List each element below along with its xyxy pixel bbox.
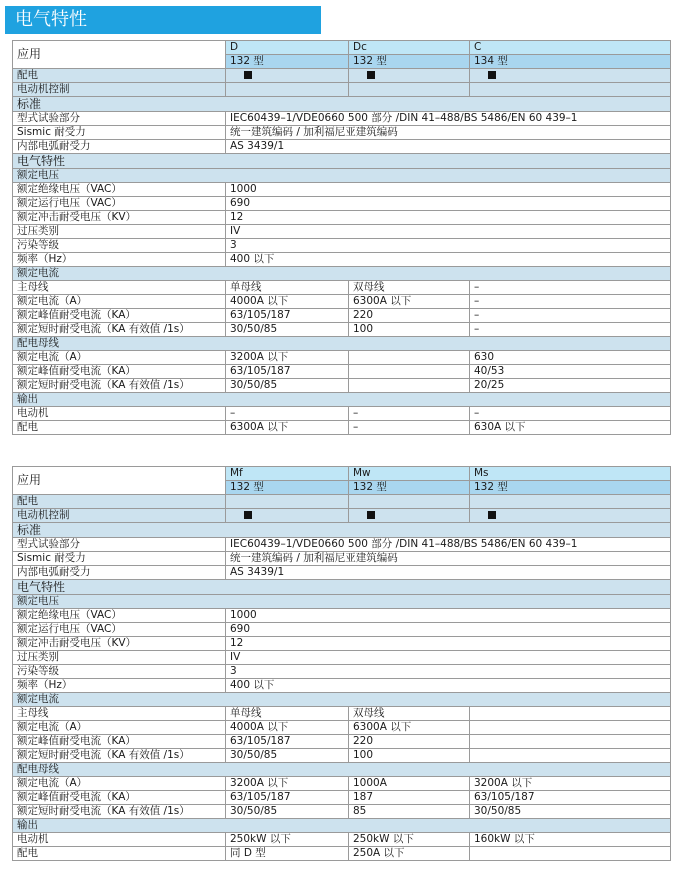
cell: 630A 以下 (470, 421, 671, 435)
row-label: 额定短时耐受电流（KA 有效值 /1s） (13, 749, 226, 763)
cell: 100 (349, 323, 470, 337)
model-type: 132 型 (470, 481, 671, 495)
cell: – (470, 295, 671, 309)
application-label: 应用 (13, 467, 226, 495)
model-name: D (226, 41, 349, 55)
cell: 100 (349, 749, 470, 763)
cell: 63/105/187 (226, 309, 349, 323)
cell: 单母线 (226, 707, 349, 721)
row-label: 额定电流（A） (13, 721, 226, 735)
model-name: Mf (226, 467, 349, 481)
row-value: 690 (226, 197, 671, 211)
row-label: 污染等级 (13, 665, 226, 679)
subsection-heading: 额定电压 (13, 169, 671, 183)
cell: 20/25 (470, 379, 671, 393)
cell: 160kW 以下 (470, 833, 671, 847)
mark-cell (470, 495, 671, 509)
filled-square-icon (367, 511, 375, 519)
cell (349, 365, 470, 379)
row-label: 频率（Hz） (13, 679, 226, 693)
row-label: 额定冲击耐受电压（KV） (13, 211, 226, 225)
mark-cell (470, 509, 671, 523)
row-label: 过压类别 (13, 225, 226, 239)
cell: 85 (349, 805, 470, 819)
row-value: 3 (226, 239, 671, 253)
cell: – (349, 407, 470, 421)
row-label: 额定峰值耐受电流（KA） (13, 365, 226, 379)
row-label: Sismic 耐受力 (13, 552, 226, 566)
model-name: C (470, 41, 671, 55)
row-value: 12 (226, 211, 671, 225)
cell (470, 847, 671, 861)
row-value: 400 以下 (226, 679, 671, 693)
subsection-heading: 配电母线 (13, 337, 671, 351)
cell: – (470, 407, 671, 421)
row-label: Sismic 耐受力 (13, 126, 226, 140)
model-type: 132 型 (226, 55, 349, 69)
cell: – (470, 323, 671, 337)
cell: 6300A 以下 (226, 421, 349, 435)
cell: 63/105/187 (226, 735, 349, 749)
row-label: 型式试验部分 (13, 538, 226, 552)
row-label: 内部电弧耐受力 (13, 140, 226, 154)
row-label: 频率（Hz） (13, 253, 226, 267)
cell: 3200A 以下 (226, 777, 349, 791)
row-value: AS 3439/1 (226, 140, 671, 154)
subsection-heading: 输出 (13, 819, 671, 833)
cell: 63/105/187 (470, 791, 671, 805)
mark-cell (349, 83, 470, 97)
cell: 6300A 以下 (349, 295, 470, 309)
row-label: 额定短时耐受电流（KA 有效值 /1s） (13, 379, 226, 393)
model-name: Ms (470, 467, 671, 481)
row-label: 电动机 (13, 833, 226, 847)
row-value: IEC60439–1/VDE0660 500 部分 /DIN 41–488/BS 5486/EN 60 439–1 (226, 538, 671, 552)
model-name: Dc (349, 41, 470, 55)
filled-square-icon (488, 511, 496, 519)
application-label: 应用 (13, 41, 226, 69)
row-label: 额定绝缘电压（VAC） (13, 609, 226, 623)
row-label: 配电 (13, 847, 226, 861)
mark-cell (470, 69, 671, 83)
row-label: 额定运行电压（VAC） (13, 197, 226, 211)
row-label: 主母线 (13, 707, 226, 721)
row-label: 内部电弧耐受力 (13, 566, 226, 580)
row-label: 额定冲击耐受电压（KV） (13, 637, 226, 651)
row-label: 额定短时耐受电流（KA 有效值 /1s） (13, 323, 226, 337)
row-label: 额定电流（A） (13, 351, 226, 365)
cell (349, 379, 470, 393)
cell: 4000A 以下 (226, 721, 349, 735)
row-value: 统一建筑编码 / 加利福尼亚建筑编码 (226, 552, 671, 566)
cell: – (470, 309, 671, 323)
mark-cell (349, 495, 470, 509)
section-heading: 标准 (13, 97, 671, 112)
cell: 双母线 (349, 281, 470, 295)
cell: 3200A 以下 (226, 351, 349, 365)
subsection-heading: 配电母线 (13, 763, 671, 777)
cell: 30/50/85 (226, 323, 349, 337)
row-label: 过压类别 (13, 651, 226, 665)
cell: 1000A (349, 777, 470, 791)
row-label: 额定电流（A） (13, 777, 226, 791)
section-heading: 电气特性 (13, 154, 671, 169)
row-label: 额定运行电压（VAC） (13, 623, 226, 637)
row-label: 电动机 (13, 407, 226, 421)
filled-square-icon (488, 71, 496, 79)
cell: 6300A 以下 (349, 721, 470, 735)
cell: 63/105/187 (226, 365, 349, 379)
cell: 250A 以下 (349, 847, 470, 861)
mark-cell (226, 69, 349, 83)
cell: – (226, 407, 349, 421)
cell: 220 (349, 309, 470, 323)
subsection-heading: 额定电流 (13, 693, 671, 707)
mark-cell (470, 83, 671, 97)
cell: 30/50/85 (226, 805, 349, 819)
model-type: 132 型 (349, 55, 470, 69)
row-label: 额定电流（A） (13, 295, 226, 309)
row-value: 12 (226, 637, 671, 651)
row-value: 3 (226, 665, 671, 679)
cell: – (349, 421, 470, 435)
row-value: 400 以下 (226, 253, 671, 267)
row-label: 额定峰值耐受电流（KA） (13, 735, 226, 749)
row-value: IEC60439–1/VDE0660 500 部分 /DIN 41–488/BS 5486/EN 60 439–1 (226, 112, 671, 126)
spec-table-2 (12, 466, 671, 861)
cell (470, 735, 671, 749)
spec-table-1 (12, 40, 671, 435)
mark-cell (226, 509, 349, 523)
filled-square-icon (367, 71, 375, 79)
cell: 30/50/85 (226, 749, 349, 763)
filled-square-icon (244, 71, 252, 79)
model-name: Mw (349, 467, 470, 481)
cell (470, 749, 671, 763)
cell: 220 (349, 735, 470, 749)
cell: 630 (470, 351, 671, 365)
row-label: 额定短时耐受电流（KA 有效值 /1s） (13, 805, 226, 819)
row-value: 1000 (226, 609, 671, 623)
row-label: 型式试验部分 (13, 112, 226, 126)
row-value: IV (226, 651, 671, 665)
row-value: 统一建筑编码 / 加利福尼亚建筑编码 (226, 126, 671, 140)
mark-cell (349, 509, 470, 523)
distribution-label: 配电 (13, 495, 226, 509)
model-type: 134 型 (470, 55, 671, 69)
filled-square-icon (244, 511, 252, 519)
mark-cell (226, 495, 349, 509)
row-value: 690 (226, 623, 671, 637)
distribution-label: 配电 (13, 69, 226, 83)
motor-control-label: 电动机控制 (13, 83, 226, 97)
cell: 30/50/85 (470, 805, 671, 819)
row-value: IV (226, 225, 671, 239)
row-value: 1000 (226, 183, 671, 197)
cell: 187 (349, 791, 470, 805)
cell: 40/53 (470, 365, 671, 379)
subsection-heading: 输出 (13, 393, 671, 407)
row-label: 主母线 (13, 281, 226, 295)
cell: 63/105/187 (226, 791, 349, 805)
model-type: 132 型 (226, 481, 349, 495)
cell (470, 721, 671, 735)
row-label: 额定峰值耐受电流（KA） (13, 309, 226, 323)
cell (470, 707, 671, 721)
cell: 双母线 (349, 707, 470, 721)
cell: – (470, 281, 671, 295)
cell: 同 D 型 (226, 847, 349, 861)
model-type: 132 型 (349, 481, 470, 495)
mark-cell (226, 83, 349, 97)
row-label: 污染等级 (13, 239, 226, 253)
cell: 30/50/85 (226, 379, 349, 393)
subsection-heading: 额定电流 (13, 267, 671, 281)
section-heading: 标准 (13, 523, 671, 538)
cell: 单母线 (226, 281, 349, 295)
row-label: 额定峰值耐受电流（KA） (13, 791, 226, 805)
motor-control-label: 电动机控制 (13, 509, 226, 523)
row-label: 额定绝缘电压（VAC） (13, 183, 226, 197)
section-heading: 电气特性 (13, 580, 671, 595)
cell: 250kW 以下 (349, 833, 470, 847)
mark-cell (349, 69, 470, 83)
row-label: 配电 (13, 421, 226, 435)
row-value: AS 3439/1 (226, 566, 671, 580)
cell: 3200A 以下 (470, 777, 671, 791)
page-title: 电气特性 (5, 6, 321, 34)
cell: 250kW 以下 (226, 833, 349, 847)
cell: 4000A 以下 (226, 295, 349, 309)
cell (349, 351, 470, 365)
subsection-heading: 额定电压 (13, 595, 671, 609)
